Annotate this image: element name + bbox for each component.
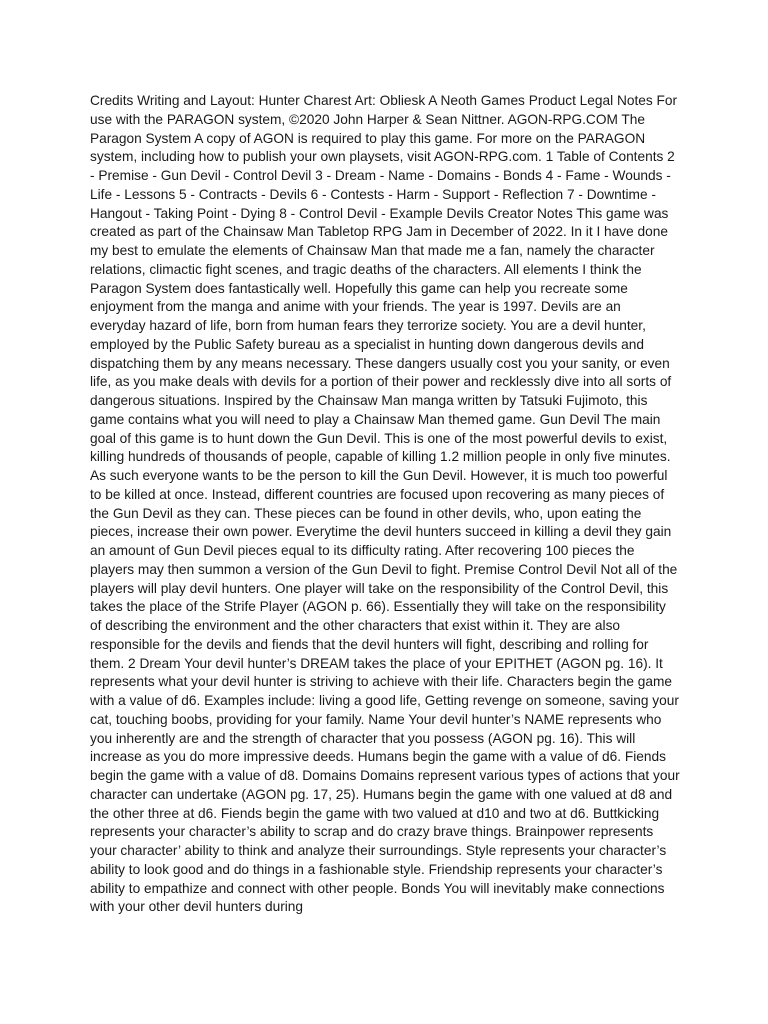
document-page: [90, 92, 680, 917]
body-text: Credits Writing and Layout: Hunter Charest Art: Obliesk A Neoth Games Product Legal Notes For use with the PARAGON system, ©2020 John Harper & Sean Nittner. AGON-RPG.COM The Paragon System A copy of AGON is required to play this game. For more on the PARAGON system, including how to publish your own playsets, visit AGON-RPG.com. 1 Table of Contents 2 - Premise - Gun Devil - Control Devil 3 - Dream - Name - Domains - Bonds 4 - Fame - Wounds - Life - Lessons 5 - Contracts - Devils 6 - Contests - Harm - Support - Reflection 7 - Downtime - Hangout - Taking Point - Dying 8 - Control Devil - Example Devils Creator Notes This game was created as part of the Chainsaw Man Tabletop RPG Jam in December of 2022. In it I have done my best to emulate the elements of Chainsaw Man that made me a fan, namely the character relations, climactic fight scenes, and tragic deaths of the characters. All elements I think the Paragon System does fantastically well. Hopefully this game can help you recreate some enjoyment from the manga and anime with your friends. The year is 1997. Devils are an everyday hazard of life, born from human fears they terrorize society. You are a devil hunter, employed by the Public Safety bureau as a specialist in hunting down dangerous devils and dispatching them by any means necessary. These dangers usually cost you your sanity, or even life, as you make deals with devils for a portion of their power and recklessly dive into all sorts of dangerous situations. Inspired by the Chainsaw Man manga written by Tatsuki Fujimoto, this game contains what you will need to play a Chainsaw Man themed game. Gun Devil The main goal of this game is to hunt down the Gun Devil. This is one of the most powerful devils to exist, killing hundreds of thousands of people, capable of killing 1.2 million people in only five minutes. As such everyone wants to be the person to kill the Gun Devil. However, it is much too powerful to be killed at once. Instead, different countries are focused upon recovering as many pieces of the Gun Devil as they can. These pieces can be found in other devils, who, upon eating the pieces, increase their own power. Everytime the devil hunters succeed in killing a devil they gain an amount of Gun Devil pieces equal to its difficulty rating. After recovering 100 pieces the players may then summon a version of the Gun Devil to fight. Premise Control Devil Not all of the players will play devil hunters. One player will take on the responsibility of the Control Devil, this takes the place of the Strife Player (AGON p. 66). Essentially they will take on the responsibility of describing the environment and the other characters that exist within it. They are also responsible for the devils and fiends that the devil hunters will fight, describing and rolling for them. 2 Dream Your devil hunter’s DREAM takes the place of your EPITHET (AGON pg. 16). It represents what your devil hunter is striving to achieve with their life. Characters begin the game with a value of d6. Examples include: living a good life, Getting revenge on someone, saving your cat, touching boobs, providing for your family. Name Your devil hunter’s NAME represents who you inherently are and the strength of character that you possess (AGON pg. 16). This will increase as you do more impressive deeds. Humans begin the game with a value of d6. Fiends begin the game with a value of d8. Domains Domains represent various types of actions that your character can undertake (AGON pg. 17, 25). Humans begin the game with one valued at d8 and the other three at d6. Fiends begin the game with two valued at d10 and two at d6. Buttkicking represents your character’s ability to scrap and do crazy brave things. Brainpower represents your character’ ability to think and analyze their surroundings. Style represents your character’s ability to look good and do things in a fashionable style. Friendship represents your character’s ability to empathize and connect with other people. Bonds You will inevitably make connections with your other devil hunters during: [90, 93, 680, 915]
